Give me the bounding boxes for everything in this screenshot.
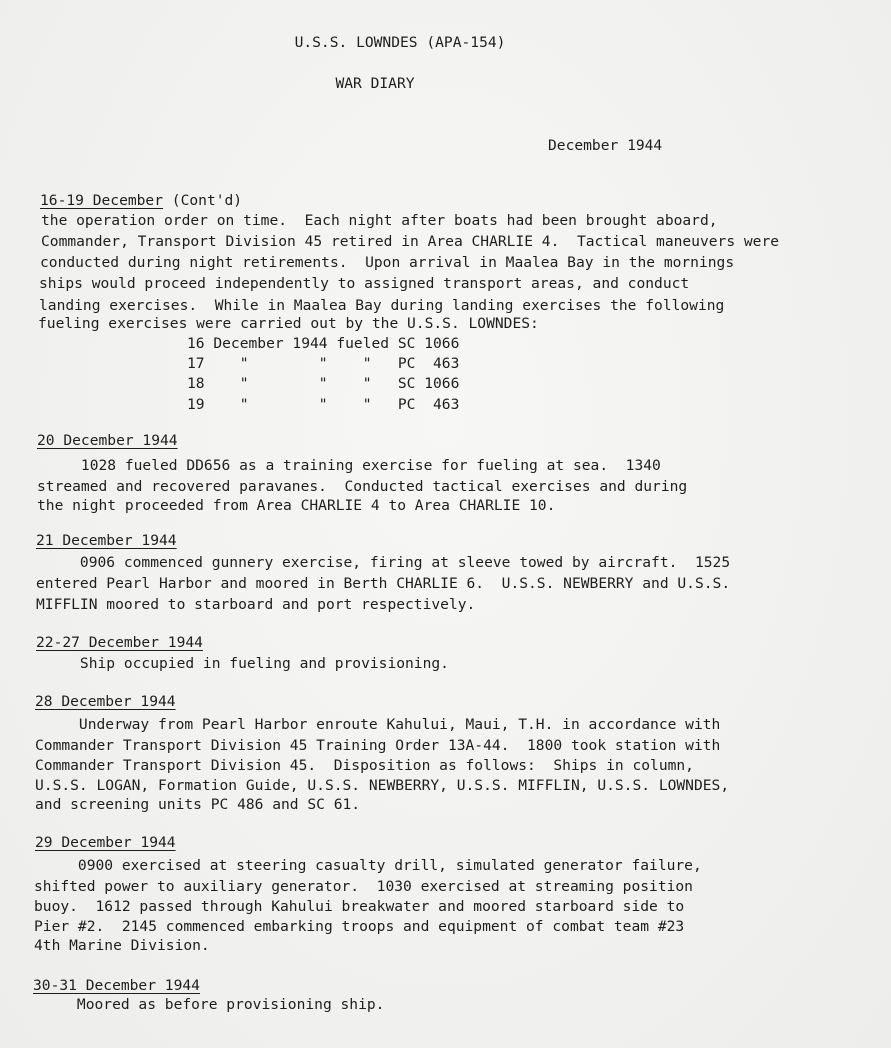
document-title: U.S.S. LOWNDES (APA-154) xyxy=(294,34,506,51)
section-heading: 30-31 December 1944 xyxy=(33,977,200,994)
section-line: Ship occupied in fueling and provisioning. xyxy=(36,655,449,672)
section-line: 4th Marine Division. xyxy=(34,937,210,954)
section-heading: 28 December 1944 xyxy=(35,693,176,710)
section-line: buoy. 1612 passed through Kahului breakwater and moored starboard side to xyxy=(34,898,685,915)
section-line: the night proceeded from Area CHARLIE 4 to Area CHARLIE 10. xyxy=(37,497,556,514)
fueling-row: 19 " " " PC 463 xyxy=(187,396,460,413)
section-line: ships would proceed independently to assigned transport areas, and conduct xyxy=(39,275,690,292)
document-subtitle: WAR DIARY xyxy=(335,75,415,92)
section-line: 0900 exercised at steering casualty drill, simulated generator failure, xyxy=(34,857,702,874)
section-line: Commander Transport Division 45. Disposition as follows: Ships in column, xyxy=(35,757,694,774)
section-line: 0906 commenced gunnery exercise, firing at sleeve towed by aircraft. 1525 xyxy=(36,554,731,571)
section-line: Underway from Pearl Harbor enroute Kahului, Maui, T.H. in accordance with xyxy=(35,716,721,733)
section-heading: 21 December 1944 xyxy=(36,532,177,549)
section-line: Commander Transport Division 45 Training Order 13A-44. 1800 took station with xyxy=(35,737,721,754)
fueling-row: 18 " " " SC 1066 xyxy=(187,375,460,392)
section-line: conducted during night retirements. Upon arrival in Maalea Bay in the mornings xyxy=(40,254,735,271)
section-line: landing exercises. While in Maalea Bay during landing exercises the following xyxy=(39,297,725,314)
section-line: fueling exercises were carried out by the U.S.S. LOWNDES: xyxy=(38,315,539,332)
section-line: MIFFLIN moored to starboard and port respectively. xyxy=(36,596,476,613)
section-heading: 29 December 1944 xyxy=(35,834,176,851)
fueling-row: 16 December 1944 fueled SC 1066 xyxy=(187,335,460,352)
section-line: U.S.S. LOGAN, Formation Guide, U.S.S. NEWBERRY, U.S.S. MIFFLIN, U.S.S. LOWNDES, xyxy=(35,777,730,794)
section-line: Moored as before provisioning ship. xyxy=(33,996,385,1013)
section-line: entered Pearl Harbor and moored in Berth CHARLIE 6. U.S.S. NEWBERRY and U.S.S. xyxy=(36,575,731,592)
section-heading-date: 16-19 December xyxy=(40,192,164,209)
fueling-row: 17 " " " PC 463 xyxy=(187,355,460,372)
section-heading-suffix: (Cont'd) xyxy=(163,192,243,209)
document-month: December 1944 xyxy=(548,137,663,154)
section-heading: 20 December 1944 xyxy=(37,432,178,449)
section-line: Pier #2. 2145 commenced embarking troops and equipment of combat team #23 xyxy=(34,918,685,935)
section-line: 1028 fueled DD656 as a training exercise for fueling at sea. 1340 xyxy=(37,457,661,474)
section-heading: 22-27 December 1944 xyxy=(36,634,203,651)
section-line: shifted power to auxiliary generator. 1030 exercised at streaming position xyxy=(34,878,693,895)
section-line: the operation order on time. Each night after boats had been brought aboard, xyxy=(41,212,718,229)
section-line: streamed and recovered paravanes. Conducted tactical exercises and during xyxy=(37,478,688,495)
section-heading xyxy=(40,191,242,210)
section-line: and screening units PC 486 and SC 61. xyxy=(35,796,361,813)
section-line: Commander, Transport Division 45 retired in Area CHARLIE 4. Tactical maneuvers were xyxy=(41,233,780,250)
